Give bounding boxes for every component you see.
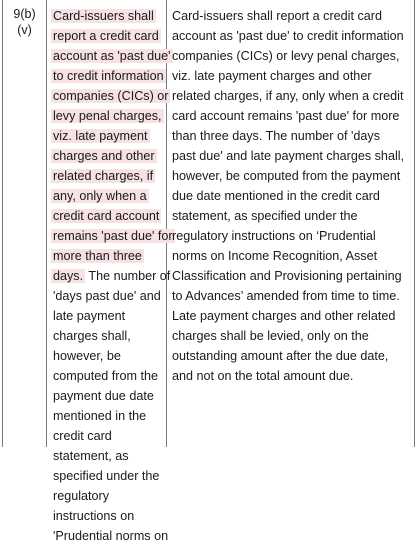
left-line: mentioned in the [53, 409, 147, 423]
highlighted-text: any, only when a [53, 189, 147, 203]
right-line: to Advances’ amended from time to time. [172, 289, 400, 303]
left-line [53, 206, 165, 226]
right-line: outstanding amount after the due date, [172, 349, 389, 363]
row-number: 9(b) [13, 7, 36, 21]
table-border-left [2, 0, 3, 447]
left-line [53, 6, 165, 26]
plain-text: The number of [85, 269, 171, 283]
left-line: statement, as [53, 449, 129, 463]
right-line: due date mentioned in the credit card [172, 189, 380, 203]
highlighted-text: to credit information [53, 69, 164, 83]
right-line: regulatory instructions on ‘Prudential [172, 229, 376, 243]
left-line: computed from the [53, 369, 158, 383]
right-line: account as 'past due' to credit information [172, 29, 404, 43]
highlighted-text: related charges, if [53, 169, 154, 183]
left-line: payment due date [53, 389, 154, 403]
left-line [53, 46, 171, 66]
table-divider-2 [166, 0, 167, 447]
revised-provision-column [172, 6, 412, 386]
right-line: charges shall be levied, only on the [172, 329, 369, 343]
left-line [53, 266, 171, 286]
left-line: late payment [53, 309, 126, 323]
left-line [53, 26, 165, 46]
left-line: 'days past due' and [53, 289, 161, 303]
left-line: instructions on [53, 509, 135, 523]
existing-provision-column [53, 6, 173, 546]
row-number-cell [3, 6, 46, 38]
highlighted-text: remains 'past due' for [53, 229, 173, 243]
left-line: credit card [53, 429, 112, 443]
highlighted-text: report a credit card [53, 29, 159, 43]
left-line [53, 66, 165, 86]
right-line: norms on Income Recognition, Asset [172, 249, 378, 263]
highlighted-text: charges and other [53, 149, 155, 163]
left-line [53, 186, 165, 206]
left-line [53, 106, 165, 126]
table-divider-1 [46, 0, 47, 447]
left-line [53, 246, 165, 266]
left-line: however, be [53, 349, 121, 363]
left-line [53, 86, 169, 106]
table-border-right [414, 0, 415, 447]
left-line: specified under the [53, 469, 160, 483]
right-line: Late payment charges and other related [172, 309, 396, 323]
highlighted-text: more than three [53, 249, 142, 263]
right-line: companies (CICs) or levy penal charges, [172, 49, 400, 63]
right-line: viz. late payment charges and other [172, 69, 372, 83]
left-line [53, 126, 165, 146]
highlighted-text: Card-issuers shall [53, 9, 154, 23]
right-line: past due' and late payment charges shall, [172, 149, 405, 163]
left-line [53, 226, 173, 246]
highlighted-text: account as 'past due' [53, 49, 171, 63]
right-line: statement, as specified under the [172, 209, 358, 223]
highlighted-text: credit card account [53, 209, 160, 223]
right-line: however, be computed from the payment [172, 169, 401, 183]
left-line [53, 166, 165, 186]
highlighted-text: viz. late payment [53, 129, 148, 143]
highlighted-text: levy penal charges, [53, 109, 162, 123]
right-line: and not on the total amount due. [172, 369, 354, 383]
left-line [53, 146, 165, 166]
highlighted-text: companies (CICs) or [53, 89, 169, 103]
right-line: than three days. The number of 'days [172, 129, 380, 143]
left-line: 'Prudential norms on [53, 529, 169, 543]
right-line: Classification and Provisioning pertaining [172, 269, 402, 283]
right-line: related charges, if any, only when a credit [172, 89, 404, 103]
right-line: card account remains 'past due' for more [172, 109, 400, 123]
left-line: regulatory [53, 489, 110, 503]
right-line: Card-issuers shall report a credit card [172, 9, 382, 23]
left-line: charges shall, [53, 329, 131, 343]
highlighted-text: days. [53, 269, 84, 283]
row-sub-number: (v) [17, 23, 32, 37]
